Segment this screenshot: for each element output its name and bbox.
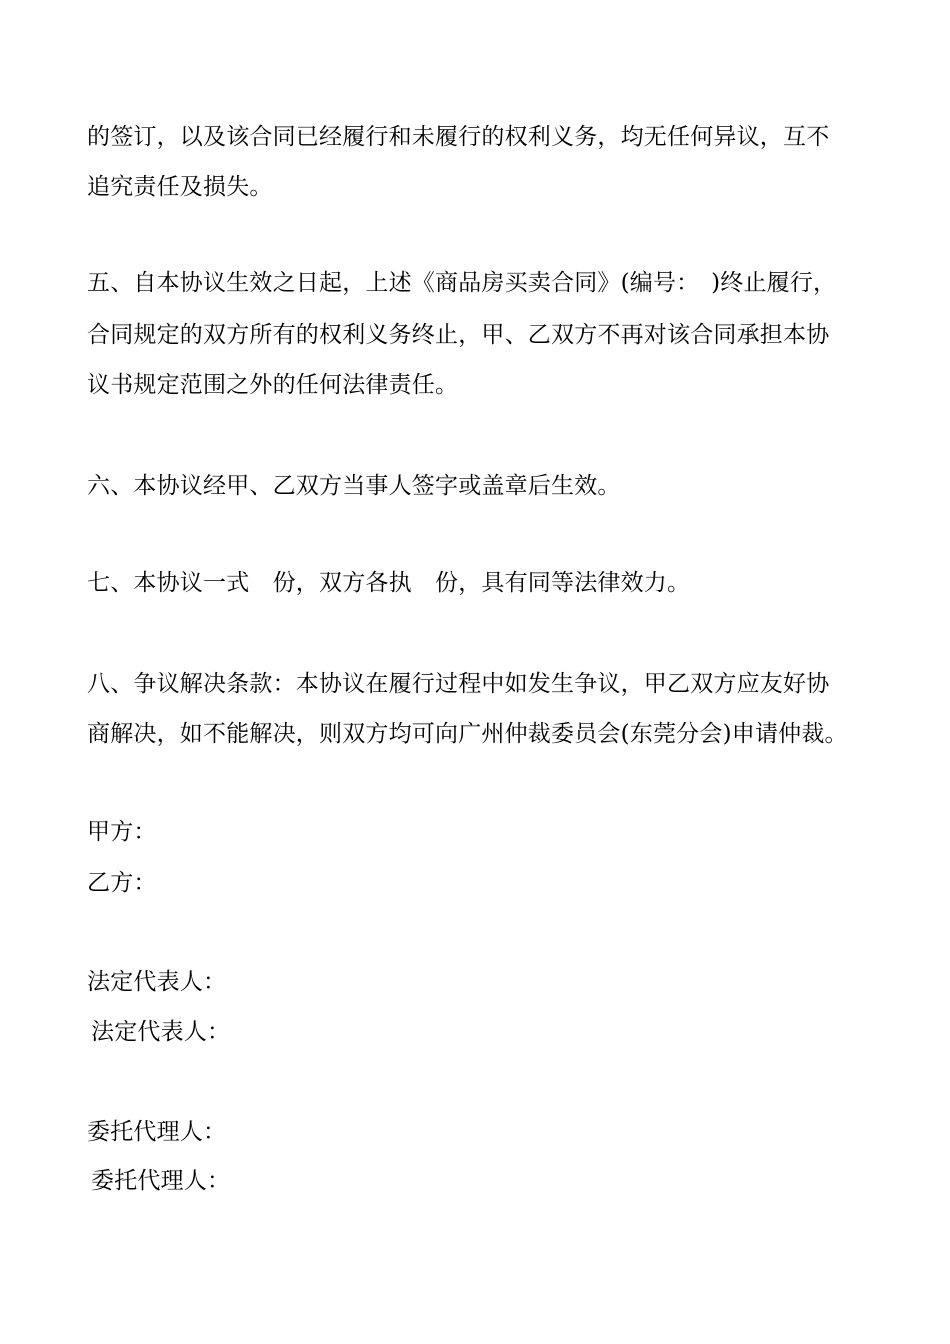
agent-b-label: 委托代理人： [91,1168,231,1194]
agent-a-label: 委托代理人： [87,1119,227,1145]
party-b-label: 乙方： [87,870,157,896]
legal-rep-b-label: 法定代表人： [91,1019,231,1045]
clause-8-line-1: 八、争议解决条款：本协议在履行过程中如发生争议，甲乙双方应友好协 [87,671,830,697]
clause-5-line-2: 合同规定的双方所有的权利义务终止，甲、乙双方不再对该合同承担本协 [87,322,830,348]
clause-4-line-1: 的签订，以及该合同已经履行和未履行的权利义务，均无任何异议，互不 [87,124,830,150]
legal-rep-a-label: 法定代表人： [87,969,227,995]
clause-4-line-2: 追究责任及损失。 [87,174,273,200]
clause-6-line-1: 六、本协议经甲、乙双方当事人签字或盖章后生效。 [87,473,621,499]
clause-7-line-1: 七、本协议一式 份，双方各执 份，具有同等法律效力。 [87,570,691,596]
party-a-label: 甲方： [87,819,157,845]
clause-8-line-2: 商解决，如不能解决，则双方均可向广州仲裁委员会(东莞分会)申请仲裁。 [87,721,848,747]
clause-5-line-1: 五、自本协议生效之日起，上述《商品房买卖合同》(编号： )终止履行， [87,270,837,296]
clause-5-line-3: 议书规定范围之外的任何法律责任。 [87,372,459,398]
